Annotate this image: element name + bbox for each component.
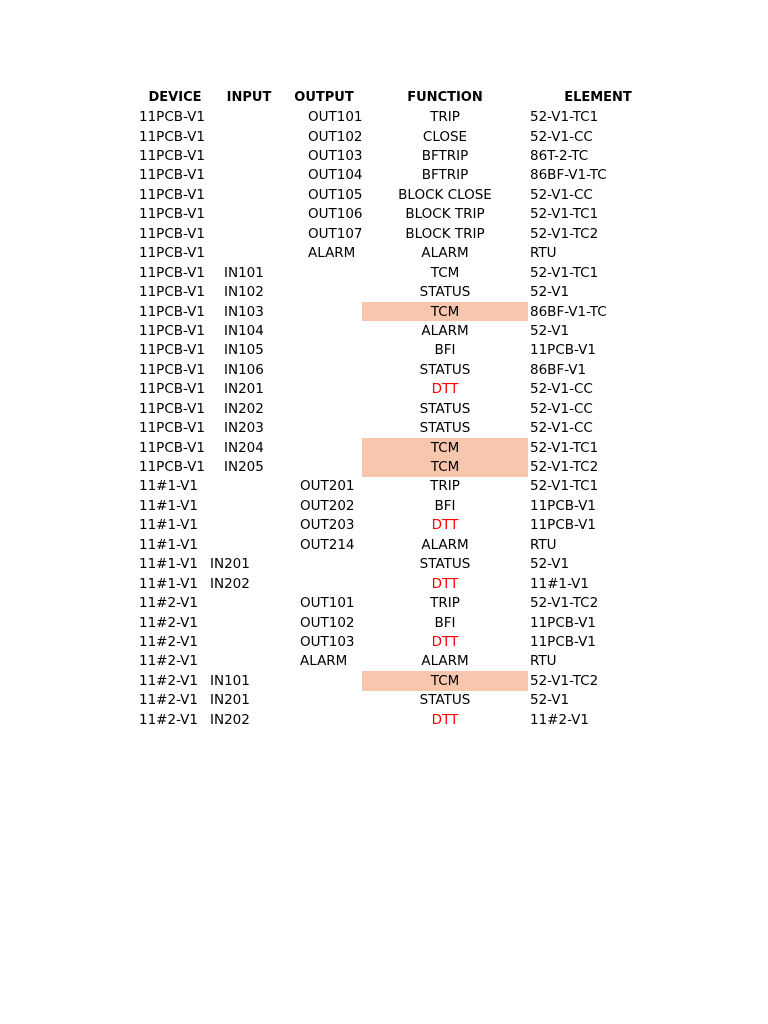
cell-input[interactable] [210,166,286,185]
cell-device[interactable]: 11PCB-V1 [139,225,205,242]
table-row [138,593,642,612]
cell-input[interactable]: IN205 [224,459,264,476]
cell-device[interactable]: 11PCB-V1 [139,167,205,184]
cell-input[interactable] [210,224,286,243]
table-row [138,205,642,224]
table-row [138,185,642,204]
cell-output[interactable] [286,574,362,593]
cell-input[interactable] [210,496,286,515]
cell-function[interactable]: BLOCK TRIP [405,225,485,242]
cell-device[interactable]: 11#2-V1 [139,614,198,631]
cell-input[interactable]: IN101 [210,672,250,689]
cell-element[interactable]: 86BF-V1-TC [530,167,607,184]
cell-device[interactable]: 11#1-V1 [139,497,198,514]
cell-function[interactable]: STATUS [419,400,471,417]
cell-input[interactable] [210,477,286,496]
cell-element[interactable]: 11PCB-V1 [530,497,596,514]
table-row [138,516,642,535]
header-output[interactable]: OUTPUT [294,90,354,106]
cell-output[interactable] [286,380,362,399]
cell-device[interactable]: 11#2-V1 [139,672,198,689]
cell-function[interactable]: ALARM [421,536,469,553]
cell-function[interactable]: STATUS [419,556,471,573]
cell-output[interactable] [286,321,362,340]
cell-device[interactable]: 11#2-V1 [139,595,198,612]
cell-element[interactable]: 52-V1 [530,284,570,301]
cell-device[interactable]: 11PCB-V1 [139,439,205,456]
table-row [138,574,642,593]
table-row [138,671,642,690]
cell-device[interactable]: 11PCB-V1 [139,322,205,339]
table-row [138,127,642,146]
cell-function[interactable]: DTT [431,381,459,398]
cell-device[interactable]: 11PCB-V1 [139,264,205,281]
cell-input[interactable] [210,593,286,612]
table-row [138,438,642,457]
cell-element[interactable]: 52-V1-CC [530,381,593,398]
cell-output[interactable] [286,438,362,457]
cell-output[interactable] [286,710,362,729]
cell-input[interactable]: IN106 [224,361,264,378]
cell-output[interactable] [286,282,362,301]
cell-output[interactable]: OUT107 [308,225,363,242]
cell-device[interactable]: 11#1-V1 [139,517,198,534]
cell-element[interactable]: 11PCB-V1 [530,517,596,534]
table-body [138,107,642,729]
cell-input[interactable]: IN202 [210,711,250,728]
cell-element[interactable]: 11#2-V1 [530,711,589,728]
cell-device[interactable]: 11#1-V1 [139,575,198,592]
cell-function[interactable]: TCM [362,671,528,690]
cell-device[interactable]: 11#1-V1 [139,556,198,573]
header-element[interactable]: ELEMENT [564,90,632,106]
cell-function[interactable]: STATUS [419,420,471,437]
cell-output[interactable]: OUT103 [300,633,355,650]
cell-input[interactable]: IN105 [224,342,264,359]
cell-function[interactable]: BFTRIP [421,167,469,184]
cell-function[interactable]: BFI [434,614,456,631]
cell-device[interactable]: 11PCB-V1 [139,400,205,417]
io-table [138,88,642,729]
cell-element[interactable]: 52-V1-CC [530,400,593,417]
cell-function[interactable]: BFI [434,342,456,359]
table-row [138,321,642,340]
cell-function[interactable]: DTT [431,575,459,592]
cell-device[interactable]: 11PCB-V1 [139,420,205,437]
table-row [138,555,642,574]
cell-element[interactable]: 52-V1-TC2 [530,595,599,612]
cell-device[interactable]: 11PCB-V1 [139,361,205,378]
header-device[interactable]: DEVICE [148,90,202,106]
cell-input[interactable]: IN102 [224,284,264,301]
cell-function[interactable]: BFTRIP [421,148,469,165]
cell-function[interactable]: BLOCK TRIP [405,206,485,223]
table-row [138,263,642,282]
cell-function[interactable]: TCM [430,264,460,281]
cell-device[interactable]: 11PCB-V1 [139,381,205,398]
cell-output[interactable] [286,671,362,690]
cell-function[interactable]: CLOSE [422,128,468,145]
cell-input[interactable]: IN201 [224,381,264,398]
cell-output[interactable]: ALARM [308,245,356,262]
cell-function[interactable]: STATUS [419,361,471,378]
cell-device[interactable]: 11PCB-V1 [139,245,205,262]
cell-input[interactable]: IN101 [224,264,264,281]
table-row [138,496,642,515]
header-function[interactable]: FUNCTION [407,90,483,106]
cell-element[interactable]: 52-V1-CC [530,186,593,203]
cell-output[interactable] [286,457,362,476]
cell-device[interactable]: 11PCB-V1 [139,148,205,165]
cell-function[interactable]: BLOCK CLOSE [398,186,492,203]
table-row [138,652,642,671]
cell-input[interactable] [210,146,286,165]
cell-function[interactable]: TRIP [430,109,460,126]
cell-function[interactable]: TCM [362,302,528,321]
cell-output[interactable]: OUT202 [300,497,355,514]
cell-input[interactable]: IN103 [224,303,264,320]
cell-function[interactable]: ALARM [421,322,469,339]
cell-element[interactable]: 11PCB-V1 [530,633,596,650]
cell-device[interactable]: 11#2-V1 [139,633,198,650]
cell-element[interactable]: 52-V1-TC2 [530,459,599,476]
table-row [138,418,642,437]
cell-function[interactable]: TRIP [430,595,460,612]
cell-output[interactable]: OUT102 [308,128,363,145]
cell-device[interactable]: 11PCB-V1 [139,459,205,476]
cell-function[interactable]: TCM [362,457,528,476]
cell-element[interactable]: 52-V1-TC1 [530,206,599,223]
cell-input[interactable] [210,613,286,632]
cell-element[interactable]: 86BF-V1-TC [530,303,607,320]
cell-output[interactable]: OUT102 [300,614,355,631]
cell-output[interactable] [286,302,362,321]
cell-input[interactable]: IN201 [210,692,250,709]
cell-input[interactable] [210,185,286,204]
table-row [138,146,642,165]
cell-output[interactable]: OUT105 [308,186,363,203]
cell-input[interactable] [210,535,286,554]
cell-output[interactable] [286,399,362,418]
cell-device[interactable]: 11#2-V1 [139,692,198,709]
cell-output[interactable]: OUT101 [308,109,363,126]
cell-output[interactable]: OUT103 [308,148,363,165]
table-row [138,535,642,554]
table-row [138,282,642,301]
table-row [138,399,642,418]
cell-device[interactable]: 11#2-V1 [139,653,198,670]
cell-input[interactable] [210,244,286,263]
cell-function[interactable]: DTT [431,517,459,534]
cell-output[interactable] [286,360,362,379]
table-row [138,360,642,379]
cell-element[interactable]: 52-V1 [530,322,570,339]
cell-element[interactable]: 52-V1-TC2 [530,225,599,242]
table-row [138,477,642,496]
table-row [138,613,642,632]
table-row [138,244,642,263]
cell-element[interactable]: 52-V1-CC [530,128,593,145]
cell-element[interactable]: 52-V1-TC1 [530,439,599,456]
cell-output[interactable]: OUT106 [308,206,363,223]
cell-element[interactable]: 11PCB-V1 [530,614,596,631]
cell-output[interactable] [286,691,362,710]
table-row [138,107,642,126]
table-row [138,380,642,399]
table-row [138,302,642,321]
cell-device[interactable]: 11PCB-V1 [139,109,205,126]
cell-output[interactable]: OUT201 [300,478,355,495]
table-row [138,341,642,360]
cell-device[interactable]: 11PCB-V1 [139,128,205,145]
cell-input[interactable] [210,127,286,146]
cell-element[interactable]: 52-V1 [530,692,570,709]
table-row [138,691,642,710]
cell-output[interactable]: OUT203 [300,517,355,534]
table-row [138,632,642,651]
cell-function[interactable]: TCM [362,438,528,457]
cell-function[interactable]: STATUS [419,692,471,709]
cell-function[interactable]: DTT [431,633,459,650]
cell-element[interactable]: RTU [530,653,557,670]
cell-device[interactable]: 11#1-V1 [139,536,198,553]
cell-input[interactable]: IN202 [224,400,264,417]
cell-input[interactable] [210,652,286,671]
cell-function[interactable]: STATUS [419,284,471,301]
cell-device[interactable]: 11PCB-V1 [139,186,205,203]
cell-input[interactable] [210,516,286,535]
cell-element[interactable]: 52-V1-CC [530,420,593,437]
cell-device[interactable]: 11PCB-V1 [139,303,205,320]
cell-element[interactable]: 11PCB-V1 [530,342,596,359]
cell-input[interactable]: IN201 [210,556,250,573]
table-row [138,224,642,243]
cell-device[interactable]: 11PCB-V1 [139,342,205,359]
cell-output[interactable] [286,418,362,437]
table-header-row [138,88,642,107]
cell-element[interactable]: 11#1-V1 [530,575,589,592]
cell-element[interactable]: 52-V1-TC2 [530,672,599,689]
cell-function[interactable]: ALARM [421,245,469,262]
cell-input[interactable]: IN204 [224,439,264,456]
table-row [138,457,642,476]
table-row [138,166,642,185]
cell-device[interactable]: 11PCB-V1 [139,206,205,223]
cell-output[interactable] [286,341,362,360]
cell-output[interactable]: ALARM [300,653,348,670]
cell-output[interactable] [286,555,362,574]
cell-device[interactable]: 11#2-V1 [139,711,198,728]
header-input[interactable]: INPUT [226,90,272,106]
cell-element[interactable]: 52-V1-TC1 [530,264,599,281]
cell-element[interactable]: RTU [530,536,557,553]
table-row [138,710,642,729]
cell-element[interactable]: 86T-2-TC [530,148,589,165]
cell-input[interactable]: IN203 [224,420,264,437]
cell-input[interactable] [210,205,286,224]
cell-device[interactable]: 11PCB-V1 [139,284,205,301]
cell-element[interactable]: 52-V1 [530,556,570,573]
cell-output[interactable] [286,263,362,282]
cell-element[interactable]: 52-V1-TC1 [530,109,599,126]
cell-output[interactable]: OUT104 [308,167,363,184]
cell-input[interactable] [210,107,286,126]
cell-element[interactable]: RTU [530,245,557,262]
cell-input[interactable] [210,632,286,651]
cell-element[interactable]: 52-V1-TC1 [530,478,599,495]
cell-function[interactable]: ALARM [421,653,469,670]
cell-function[interactable]: TRIP [430,478,460,495]
cell-input[interactable]: IN202 [210,575,250,592]
cell-function[interactable]: BFI [434,497,456,514]
cell-output[interactable]: OUT214 [300,536,355,553]
cell-function[interactable]: DTT [431,711,459,728]
cell-device[interactable]: 11#1-V1 [139,478,198,495]
cell-element[interactable]: 86BF-V1 [530,361,587,378]
cell-output[interactable]: OUT101 [300,595,355,612]
cell-input[interactable]: IN104 [224,322,264,339]
